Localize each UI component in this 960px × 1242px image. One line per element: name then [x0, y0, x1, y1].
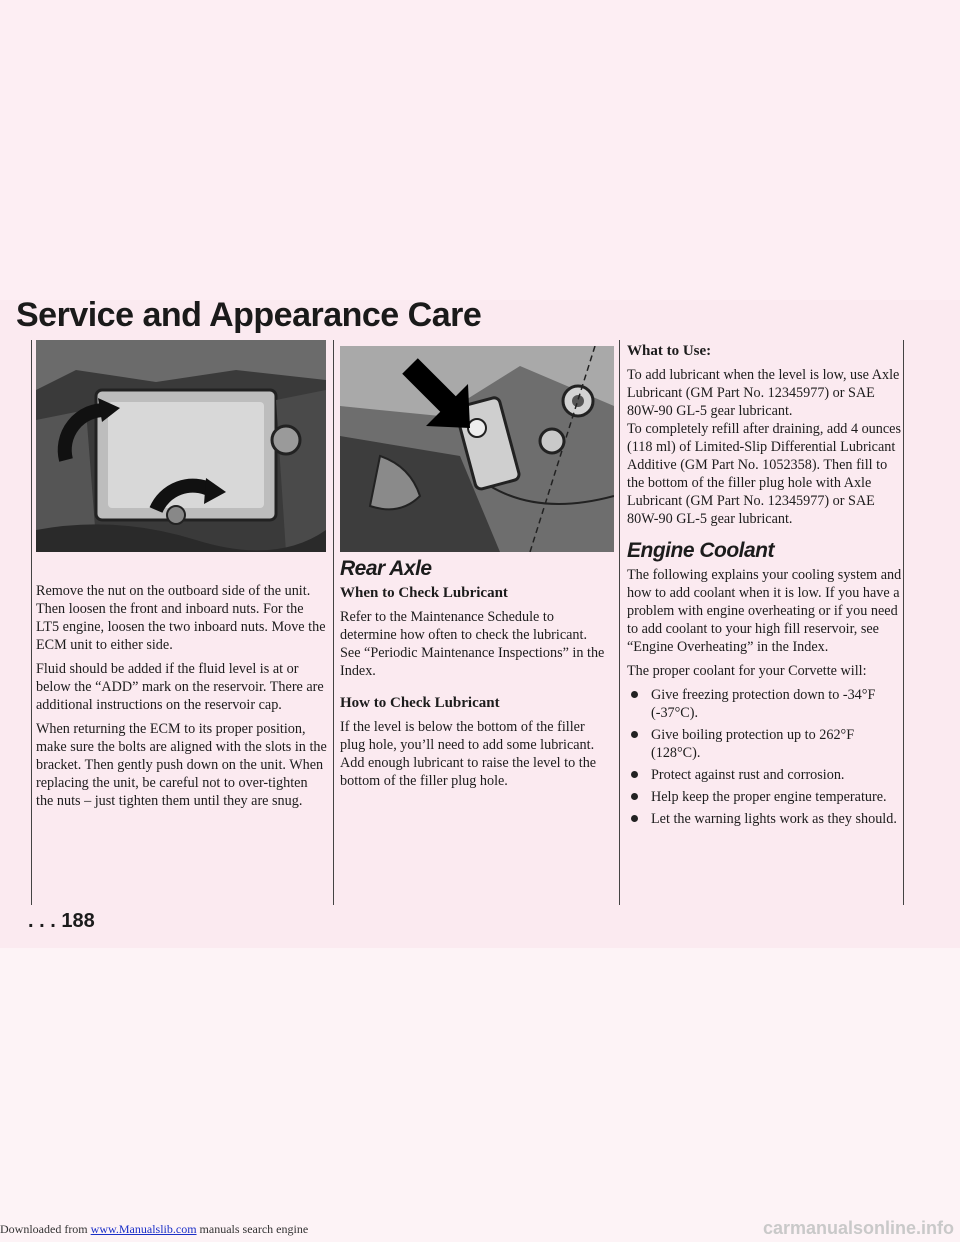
bullet-icon: [631, 815, 638, 822]
subheading-what-to-use: What to Use:: [627, 343, 712, 359]
bullet-icon: [631, 691, 638, 698]
paragraph: Remove the nut on the outboard side of the unit. Then loosen the front and inboard nuts. For the LT5 engine, loosen the two inboard nuts. Move the ECM unit to either side.: [36, 583, 326, 653]
section-heading-engine-coolant: Engine Coolant: [627, 539, 774, 562]
subheading-when-to-check: When to Check Lubricant: [340, 585, 508, 601]
paragraph: The following explains your cooling system and how to add coolant when it is low. If you have a problem with engine overheating or if you need to add coolant to your high fill reservoir, see “Engine Overheating” in the Index.: [627, 567, 902, 655]
download-footer: Downloaded from www.Manualslib.com manuals search engine: [0, 1222, 309, 1236]
coolant-benefits-list: [627, 686, 903, 828]
column-divider: [333, 340, 334, 905]
paragraph: To add lubricant when the level is low, use Axle Lubricant (GM Part No. 12345977) or SAE 80W-90 GL-5 gear lubricant.: [627, 367, 900, 419]
column-divider: [31, 340, 32, 905]
column-ecm-instructions: [36, 582, 328, 816]
paragraph: If the level is below the bottom of the filler plug hole, you’ll need to add some lubricant. Add enough lubricant to raise the level to the bottom of the filler plug hole.: [340, 719, 597, 789]
list-item: Help keep the proper engine temperature.: [627, 788, 903, 806]
column-divider: [619, 340, 620, 905]
page-top-margin: [0, 0, 960, 300]
paragraph: When returning the ECM to its proper position, make sure the bolts are aligned with the slots in the bracket. Then gently push down on the unit. When replacing the unit, be careful not to over-tighten the nuts – just tighten them until they are snug.: [36, 721, 327, 809]
list-item: Give freezing protection down to -34°F (-37°C).: [627, 686, 903, 722]
column-rear-axle: [340, 557, 608, 796]
list-item: Let the warning lights work as they should.: [627, 810, 903, 828]
carmanualsonline-watermark: carmanualsonline.info: [762, 1218, 954, 1238]
page-number: . . . 188: [28, 910, 95, 932]
list-item: Protect against rust and corrosion.: [627, 766, 903, 784]
paragraph: The proper coolant for your Corvette will:: [627, 663, 867, 679]
bullet-icon: [631, 793, 638, 800]
ecm-unit-photo: [36, 340, 326, 552]
page-title: Service and Appearance Care: [16, 296, 482, 334]
paragraph: Fluid should be added if the fluid level is at or below the “ADD” mark on the reservoir. There are additional instructions on the reservoir cap.: [36, 661, 324, 713]
manualslib-link[interactable]: www.Manualslib.com: [90, 1222, 197, 1236]
column-what-to-use-and-coolant: [627, 342, 903, 832]
bullet-icon: [631, 731, 638, 738]
paragraph: To completely refill after draining, add 4 ounces (118 ml) of Limited-Slip Differential Lubricant Additive (GM Part No. 1052358). Then fill to the bottom of the filler plug hole with Axle Lubricant (GM Part No. 12345977) or SAE 80W-90 GL-5 gear lubricant.: [627, 421, 901, 527]
rear-axle-photo: [340, 346, 614, 552]
list-item: Give boiling protection up to 262°F (128°C).: [627, 726, 903, 762]
column-divider: [903, 340, 904, 905]
bullet-icon: [631, 771, 638, 778]
page-bottom-margin: [0, 948, 960, 1242]
rear-axle-illustration: [340, 346, 614, 552]
section-heading-rear-axle: Rear Axle: [340, 557, 432, 580]
engine-bay-illustration: [36, 340, 326, 552]
subheading-how-to-check: How to Check Lubricant: [340, 695, 500, 711]
paragraph: Refer to the Maintenance Schedule to determine how often to check the lubricant. See “Periodic Maintenance Inspections” in the Index.: [340, 609, 605, 679]
